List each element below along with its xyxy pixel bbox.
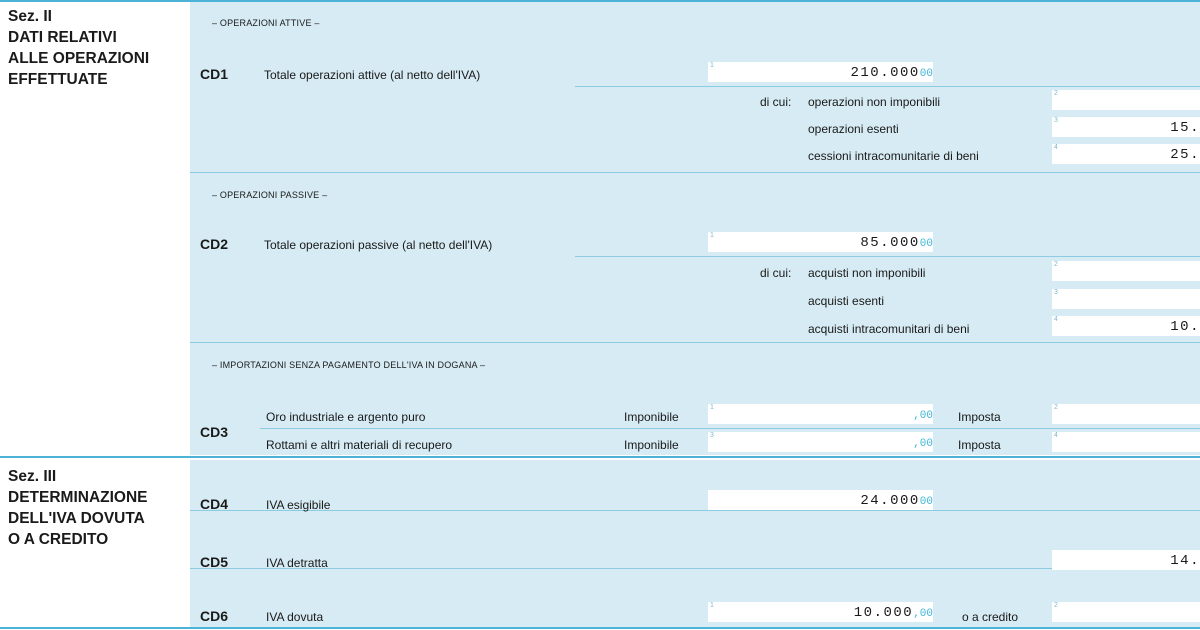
cd5-field[interactable]: [1052, 550, 1200, 570]
row-divider: [190, 510, 1200, 511]
cd2-field[interactable]: 1 85.00000: [710, 232, 933, 251]
cd1-value: 210.000: [850, 65, 920, 81]
cd1-r3-field[interactable]: 4 25.: [1054, 144, 1200, 163]
cd5-code: CD5: [200, 554, 229, 570]
cd1-r1-field[interactable]: 2: [1052, 90, 1200, 110]
cd4-field[interactable]: [708, 490, 933, 510]
cd2-dicui: di cui:: [760, 266, 792, 280]
cd3-row1-imposta-field[interactable]: 2: [1052, 404, 1200, 424]
cd5-value: 14.: [1170, 553, 1200, 569]
cd1-r1-label: operazioni non imponibili: [808, 95, 941, 109]
cd2-r3-value: 10.: [1170, 319, 1200, 335]
cd2-r2-label: acquisti esenti: [808, 294, 885, 308]
top-rule: [0, 0, 1200, 2]
cd6-credito-field[interactable]: 2: [1052, 602, 1200, 622]
cd1-decimals: 00: [919, 68, 933, 80]
cd3-row2-imponibile-field[interactable]: 3 ,00: [710, 432, 933, 450]
importazioni-header: – IMPORTAZIONI SENZA PAGAMENTO DELL'IVA IN DOGANA –: [212, 360, 486, 370]
cd2-label: Totale operazioni passive (al netto dell'IVA): [264, 238, 493, 252]
cd3-row2-imposta-field[interactable]: 4: [1052, 432, 1200, 452]
cd3-row1-imposta-label: Imposta: [958, 410, 1001, 424]
cd2-value: 85.000: [860, 235, 920, 251]
section-3-title: Sez. III DETERMINAZIONE DELL'IVA DOVUTA O A CREDITO: [8, 468, 148, 548]
cd2-r2-field[interactable]: 3: [1052, 289, 1200, 309]
block-divider: [190, 342, 1200, 343]
cd6-decimals: ,00: [913, 608, 933, 620]
cd2-r3-label: acquisti intracomunitari di beni: [808, 322, 970, 336]
cd3-row1-imponibile-field[interactable]: 1 ,00: [710, 404, 933, 422]
cd6-value: 10.000: [853, 605, 914, 621]
cd4-label: IVA esigibile: [266, 498, 331, 512]
cd1-r2-value: 15.: [1170, 120, 1200, 136]
cd2-r1-label: acquisti non imponibili: [808, 266, 926, 280]
cd1-r3-label: cessioni intracomunitarie di beni: [808, 149, 979, 163]
cd2-decimals: 00: [919, 238, 933, 250]
cd1-r3-value: 25.: [1170, 147, 1200, 163]
operazioni-passive-header: – OPERAZIONI PASSIVE –: [212, 190, 328, 200]
cd4-decimals: 00: [919, 496, 933, 508]
cd1-label: Totale operazioni attive (al netto dell'IVA): [264, 68, 481, 82]
cd3-row1-decimals: ,00: [913, 410, 933, 422]
section-divider: [0, 456, 1200, 458]
cd3-row1-imponibile-label: Imponibile: [624, 410, 679, 424]
cd3-row1-label: Oro industriale e argento puro: [266, 410, 426, 424]
cd6-code: CD6: [200, 608, 229, 624]
cd1-code: CD1: [200, 66, 229, 82]
cd3-row2-imposta-label: Imposta: [958, 438, 1001, 452]
section-3-band: [190, 460, 1200, 628]
block-divider: [190, 172, 1200, 173]
cd6-credito-label: o a credito: [962, 610, 1019, 624]
cd6-field[interactable]: 1 10.000,00: [710, 602, 933, 621]
bottom-rule: [0, 627, 1200, 629]
cd2-r3-field[interactable]: 4 10.: [1054, 316, 1200, 335]
cd1-dicui: di cui:: [760, 95, 792, 109]
cd3-code: CD3: [200, 424, 229, 440]
cd3-row2-imponibile-label: Imponibile: [624, 438, 679, 452]
cd1-r2-label: operazioni esenti: [808, 122, 899, 136]
cd5-label: IVA detratta: [266, 556, 328, 570]
cd4-value: 24.000: [860, 493, 920, 509]
cd6-label: IVA dovuta: [266, 610, 324, 624]
cd2-code: CD2: [200, 236, 229, 252]
row-divider: [190, 568, 1200, 569]
cd4-code: CD4: [200, 496, 229, 512]
operazioni-attive-header: – OPERAZIONI ATTIVE –: [212, 18, 320, 28]
cd1-field[interactable]: 1 210.00000: [710, 62, 933, 81]
cd3-row2-decimals: ,00: [913, 438, 933, 450]
cd2-r1-field[interactable]: 2: [1052, 261, 1200, 281]
cd3-row2-label: Rottami e altri materiali di recupero: [266, 438, 453, 452]
cd1-r2-field[interactable]: 3 15.: [1054, 117, 1200, 136]
section-2-title: Sez. II DATI RELATIVI ALLE OPERAZIONI EFFETTUATE: [8, 8, 150, 88]
